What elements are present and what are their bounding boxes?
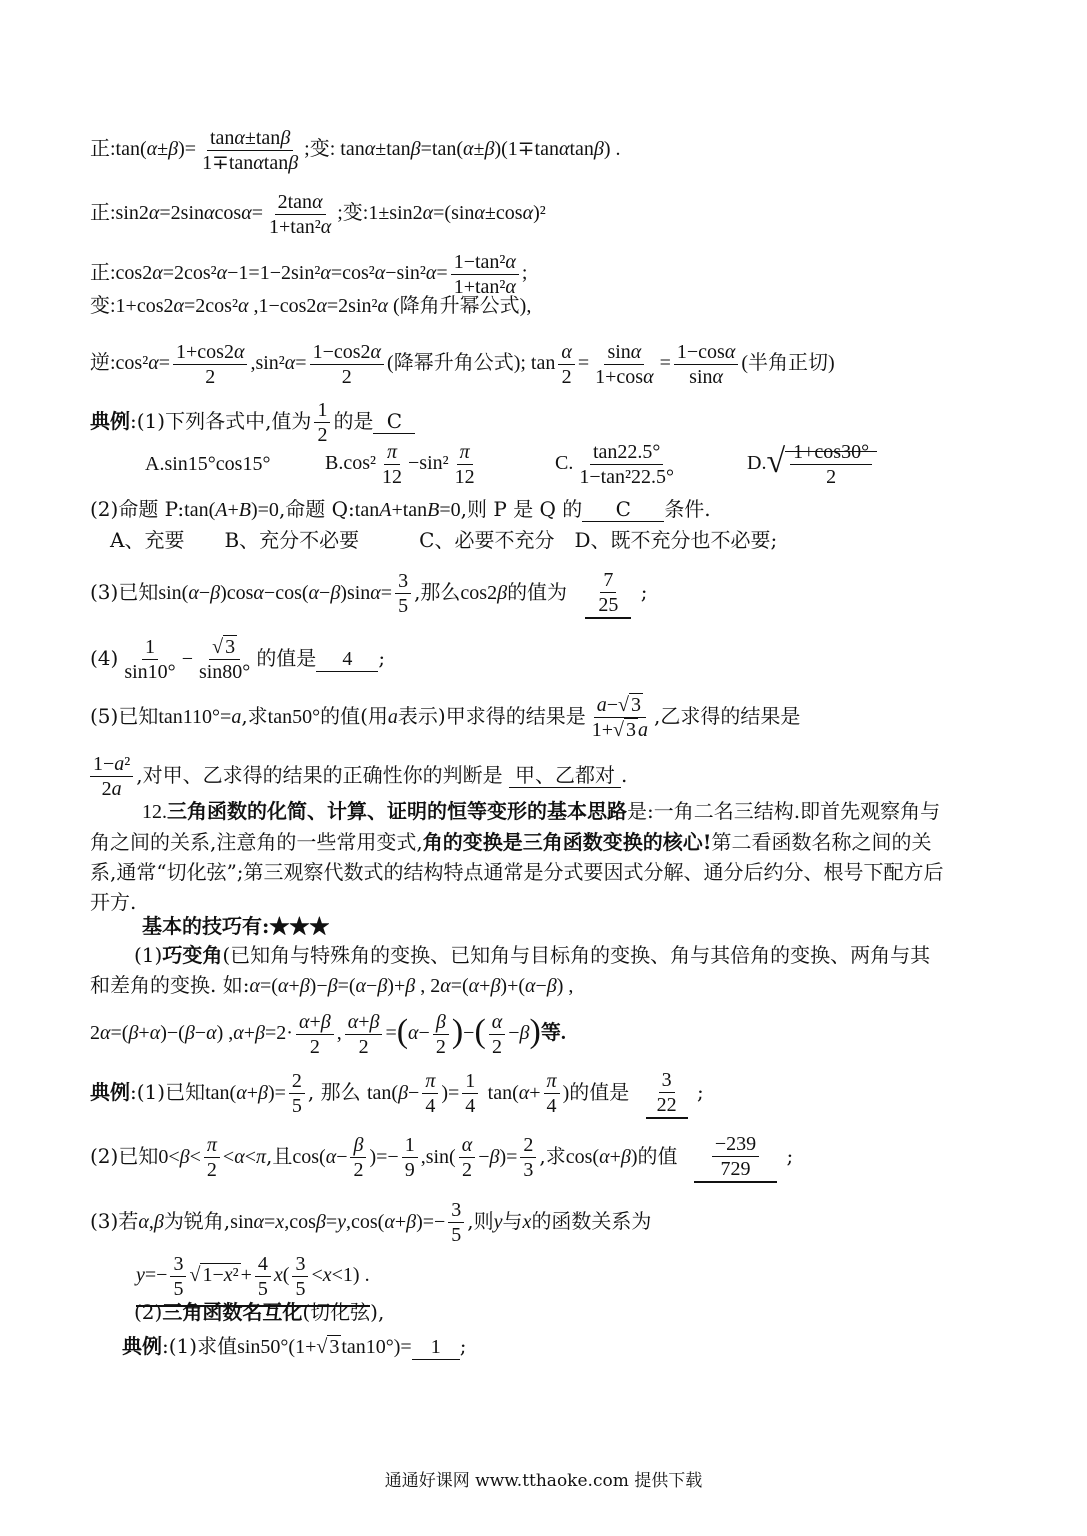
option-a: A.sin15°cos15° [145, 453, 271, 475]
skill2-example: 典例:(1)求值sin50°(1+√ 3 tan10°)= 1 ; [122, 1334, 467, 1358]
example1-q5: (5)已知tan110°=a,求tan50°的值(用a表示)甲求得的结果是 $\frac{a-√ 3}{1+√ 3 a}$ ,乙求得的结果是 [90, 694, 801, 741]
skill1-paragraph: (1)巧变角(已知角与特殊角的变换、已知角与目标角的变换、角与其倍角的变换、两角与其和差角的变换. 如:α=(α+β)−β=(α−β)+β , 2α=(α+β)+(α−β) , [90, 943, 931, 997]
answer-fraction: $\frac{-239}{729}$ [694, 1132, 777, 1183]
skill2-heading: (2)三角函数名互化(切化弦), [134, 1300, 385, 1324]
formula-cos-double: 正:cos2α=2cos²α−1=1−2sin²α=cos²α−sin²α= $\frac{\text{1−tan²α}}{\text{1+tan²α}}$ ; [90, 251, 528, 298]
formula-half-angle: 逆:cos²α= $\frac{1+\cos 2\alpha}{2}$ ,sin²α= $\frac{1-\cos 2\alpha}{2}$ (降幂升角公式); tan $\frac{\alpha}{2}$ = $\frac{\sin\alpha}{1+\cos\alpha}$ = $\frac{1-\cos\alpha}{\sin\alpha}$ (半角正切) [90, 341, 835, 388]
answer-blank: 甲、乙都对 [509, 763, 621, 788]
example1-q1: 典例:(1)下列各式中,值为 $\frac{1}{2}$ 的是 C [90, 398, 415, 447]
example1-q3: (3)已知sin(α−β)cosα−cos(α−β)sinα= $\frac{3}{5}$ ,那么cos2β的值为 $\frac{7}{25}$ ; [90, 569, 648, 617]
skills-heading: 基本的技巧有:★★★ [142, 914, 330, 938]
answer-blank: 1 [412, 1335, 460, 1360]
example2-q3: (3)若α,β为锐角,sinα=x,cosβ=y,cos(α+β)=− $\frac{3}{5}$ ,则y与x的函数关系为 [90, 1199, 652, 1246]
footer-credit: 通通好课网 www.tthaoke.com 提供下载 [384, 1471, 703, 1491]
example1-q4: (4) $\frac{1}{\sin 10^\circ}$ − $\frac{√ 3}{\sin 80^\circ}$ 的值是 4 ; [90, 636, 386, 683]
answer-blank: C [582, 497, 664, 522]
formula-sin-double: 正:sin2α=2sinαcosα= $\frac{2\tan\alpha}{\text{1+tan²α}}$ ;变:1±sin2α=(sinα±cosα)² [90, 191, 546, 238]
example1-q2-choices: A、充要 B、充分不必要 C、必要不充分 D、既不充分也不必要; [110, 528, 778, 552]
example2-q2: (2)已知0<β< $\frac{\pi}{2}$ <α<π,且cos(α− $\frac{\beta}{2}$ )=− $\frac{1}{9}$ ,sin( $\frac{\alpha}{2}$ −β)= $\frac{2}{3}$ ,求cos(α+β)的值 $\frac{-239}{729}$ ; [90, 1133, 794, 1181]
section12-paragraph: 12.三角函数的化简、计算、证明的恒等变形的基本思路是:一角二名三结构.即首先观察角与角之间的关系,注意角的一些常用变式,角的变换是三角函数变换的核心!第二看函数名称之间的关系,通常“切化弦”;第三观察代数式的结构特点通常是分式要因式分解、通分后约分、根号下配方后开方. [90, 799, 944, 914]
option-d: D.√ $\frac{1+\cos 30^\circ}{2}$ [747, 440, 877, 489]
example1-q5-cont: $\frac{\text{1−a²}}{2a}$ ,对甲、乙求得的结果的正确性你的判断是 甲、乙都对 . [90, 752, 627, 801]
answer-blank: C [373, 409, 415, 434]
answer-fraction: $\frac{7}{25}$ [585, 568, 631, 619]
example1-q2: (2)命题 P:tan(A+B)=0,命题 Q:tanA+tanB=0,则 P 是 Q 的 C 条件. [90, 497, 711, 521]
example2-q1: 典例:(1)已知tan(α+β)= $\frac{2}{5}$ , 那么 tan(β− $\frac{\pi}{4}$ )= $\frac{1}{4}$ tan(α+ $\frac{\pi}{4}$ )的值是 $\frac{3}{22}$ ; [90, 1069, 704, 1117]
option-b: B.cos² $\frac{\pi}{12}$ −sin² $\frac{\pi}{12}$ [325, 441, 475, 488]
example2-q3-answer: y=− $\frac{3}{5}$ √ 1−x² + $\frac{4}{5}$ x( $\frac{3}{5}$ <x<1) . [136, 1252, 370, 1307]
answer-blank: 4 [316, 647, 378, 672]
formula-reduce-angle: 变:1+cos2α=2cos²α ,1−cos2α=2sin²α (降角升幂公式), [90, 295, 532, 317]
answer-fraction: $\frac{3}{22}$ [646, 1068, 688, 1119]
formula-tan-sum: 正:tan(α±β)= $\frac{\tan\alpha\pm\tan\beta}{1\mp\tan\alpha\tan\beta}$ ;变: tanα±tanβ=tan(α±β)(1∓tanαtanβ) . [90, 127, 621, 174]
option-c: C. $\frac{\tan 22.5^\circ}{\text{1−tan²22.5°}}$ [555, 441, 675, 488]
skill1-formula: 2α=(β+α)−(β−α) ,α+β=2· $\frac{\alpha+\beta}{2}$ , $\frac{\alpha+\beta}{2}$ =(α− $\frac{\beta}{2}$ )−( $\frac{\alpha}{2}$ −β)等. [90, 1011, 566, 1058]
